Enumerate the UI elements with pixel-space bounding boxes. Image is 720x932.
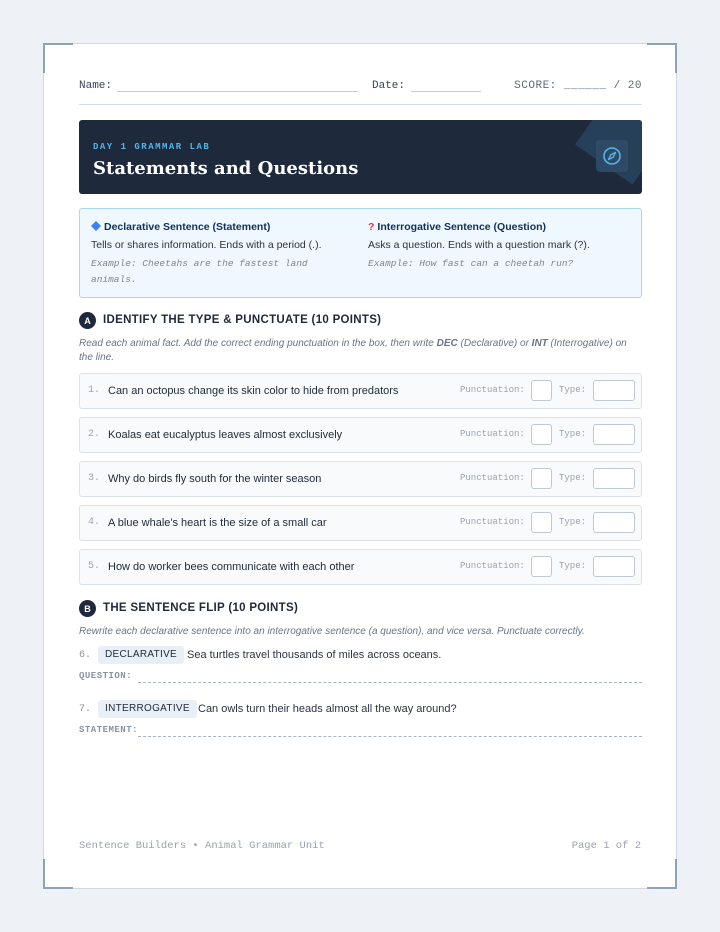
interrogative-example: Example: How fast can a cheetah run? <box>368 258 574 269</box>
question-text: How do worker bees communicate with each other <box>108 561 355 573</box>
question-text: Koalas eat eucalyptus leaves almost exclusively <box>108 429 343 441</box>
section-a-title: IDENTIFY THE TYPE & PUNCTUATE (10 POINTS) <box>103 314 382 326</box>
red-question-mark-icon: ? <box>368 221 375 233</box>
punctuation-box[interactable] <box>531 512 552 533</box>
punctuation-label: Punctuation: <box>460 473 525 483</box>
punctuation-label: Punctuation: <box>460 429 525 439</box>
type-label: Type: <box>559 473 587 483</box>
punctuation-box[interactable] <box>531 424 552 445</box>
interrogative-definition <box>368 221 628 272</box>
type-box[interactable] <box>593 512 635 533</box>
question-number: 3. <box>88 473 101 484</box>
question-row <box>79 417 642 453</box>
interrogative-heading: ? Interrogative Sentence (Question) <box>368 221 547 233</box>
corner-mark <box>43 43 73 73</box>
student-info-header <box>79 78 642 102</box>
question-row <box>79 373 642 409</box>
type-box[interactable] <box>593 380 635 401</box>
declarative-definition <box>91 221 351 288</box>
answer-line[interactable] <box>138 736 642 737</box>
blue-diamond-icon <box>91 221 101 231</box>
question-number: 1. <box>88 385 101 396</box>
page-title: Statements and Questions <box>93 158 359 179</box>
punctuation-label: Punctuation: <box>460 561 525 571</box>
banner-kicker: DAY 1 GRAMMAR LAB <box>93 142 211 152</box>
page-number: Page 1 of 2 <box>571 840 641 852</box>
type-label: Type: <box>559 385 587 395</box>
footer-unit-title: Sentence Builders • Animal Grammar Unit <box>79 840 325 852</box>
question-number: 5. <box>88 561 101 572</box>
section-b-badge: B <box>79 600 96 617</box>
question-number: 2. <box>88 429 101 440</box>
section-b-instructions: Rewrite each declarative sentence into an interrogative sentence (a question), and vice versa. Punctuate correctly. <box>79 626 585 637</box>
question-row <box>79 505 642 541</box>
name-line[interactable] <box>117 91 358 92</box>
type-label: Type: <box>559 561 587 571</box>
flip-sentence: Can owls turn their heads almost all the way around? <box>198 703 457 715</box>
date-label: Date: <box>372 80 406 92</box>
item-number: 6. <box>79 650 92 661</box>
corner-mark <box>647 43 677 73</box>
declarative-heading: Declarative Sentence (Statement) <box>91 221 351 233</box>
compass-icon <box>596 140 628 172</box>
section-b-title: THE SENTENCE FLIP (10 POINTS) <box>103 602 299 614</box>
section-a-badge: A <box>79 312 96 329</box>
declarative-example: Example: Cheetahs are the fastest land animals. <box>91 258 308 285</box>
title-banner <box>79 120 642 194</box>
punctuation-box[interactable] <box>531 556 552 577</box>
definitions-box <box>79 208 642 298</box>
item-number: 7. <box>79 704 92 715</box>
type-box[interactable] <box>593 468 635 489</box>
worksheet-page <box>43 43 677 889</box>
question-number: 4. <box>88 517 101 528</box>
flip-sentence: Sea turtles travel thousands of miles across oceans. <box>187 649 442 661</box>
corner-mark <box>43 859 73 889</box>
question-text: Can an octopus change its skin color to hide from predators <box>108 385 399 397</box>
punctuation-label: Punctuation: <box>460 385 525 395</box>
question-row <box>79 461 642 497</box>
answer-label: STATEMENT: <box>79 725 139 735</box>
question-row <box>79 549 642 585</box>
type-box[interactable] <box>593 424 635 445</box>
punctuation-label: Punctuation: <box>460 517 525 527</box>
declarative-description: Tells or shares information. Ends with a period (.). <box>91 239 322 251</box>
punctuation-box[interactable] <box>531 380 552 401</box>
answer-line[interactable] <box>138 682 642 683</box>
type-box[interactable] <box>593 556 635 577</box>
section-a-instructions: Read each animal fact. Add the correct ending punctuation in the box, then write DEC (Declarative) or INT (Interrogative) on the line. <box>79 338 627 363</box>
name-label: Name: <box>79 80 113 92</box>
question-text: Why do birds fly south for the winter season <box>108 473 322 485</box>
type-label: Type: <box>559 429 587 439</box>
date-line[interactable] <box>411 91 481 92</box>
sentence-type-tag: DECLARATIVE <box>98 646 184 664</box>
answer-label: QUESTION: <box>79 671 133 681</box>
punctuation-box[interactable] <box>531 468 552 489</box>
corner-mark <box>647 859 677 889</box>
score-label: SCORE: ______ / 20 <box>514 80 642 92</box>
type-label: Type: <box>559 517 587 527</box>
question-text: A blue whale's heart is the size of a small car <box>108 517 327 529</box>
interrogative-description: Asks a question. Ends with a question mark (?). <box>368 239 590 251</box>
header-divider <box>79 104 642 105</box>
sentence-type-tag: INTERROGATIVE <box>98 700 197 718</box>
